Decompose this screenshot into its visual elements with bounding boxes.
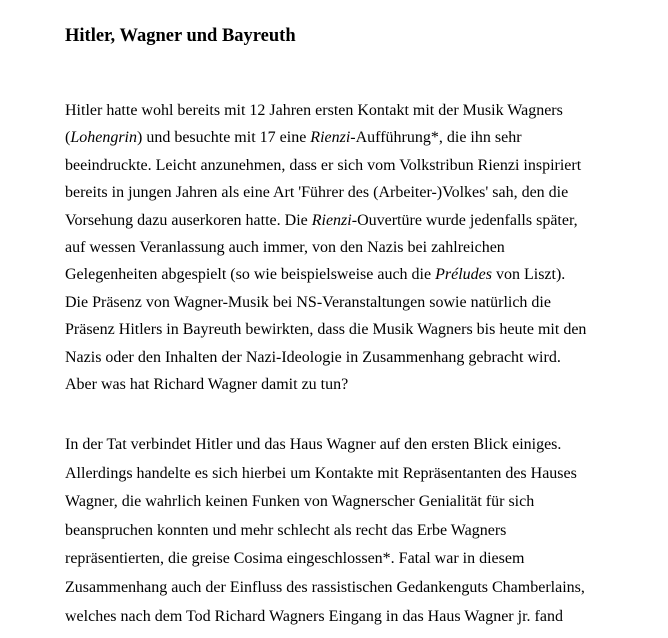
text-line: [65, 603, 655, 632]
text-run: auf wessen Veranlassung auch immer, von den Nazis bei zahlreichen: [65, 239, 505, 257]
text-run: beeindruckte. Leicht anzunehmen, dass er sich vom Volkstribun Rienzi inspiriert: [65, 156, 582, 174]
text-run: (: [65, 129, 71, 147]
document-title: Hitler, Wagner und Bayreuth: [65, 26, 296, 46]
text-line: [65, 371, 655, 398]
text-line: [65, 179, 655, 206]
text-run: welches nach dem Tod Richard Wagners Eingang in das Haus Wagner jr. fand: [65, 607, 563, 625]
text-line: [65, 234, 655, 261]
text-line: [65, 574, 655, 603]
paragraph-2: [65, 431, 655, 631]
text-run: Nazis oder den Inhalten der Nazi-Ideologie in Zusammenhang gebracht wird.: [65, 348, 561, 366]
italic-title: Rienzi: [310, 129, 351, 147]
text-run: In der Tat verbindet Hitler und das Haus Wagner auf den ersten Blick einiges.: [65, 436, 562, 453]
italic-title: Préludes: [435, 266, 492, 284]
paragraph-1: [65, 97, 655, 398]
text-line: [65, 344, 655, 371]
text-run: repräsentierten, die greise Cosima eingeschlossen*. Fatal war in diesem: [65, 550, 525, 568]
italic-title: Lohengrin: [70, 129, 137, 147]
text-run: -Aufführung*, die ihn sehr: [350, 129, 522, 147]
text-run: Präsenz Hitlers in Bayreuth bewirkten, dass die Musik Wagners bis heute mit den: [65, 321, 587, 339]
text-run: ) und besuchte mit 17 eine: [137, 129, 311, 147]
text-line: [65, 517, 655, 546]
text-line: [65, 261, 655, 288]
text-run: beanspruchen konnten und mehr schlecht als recht das Erbe Wagners: [65, 521, 507, 539]
text-run: Allerdings handelte es sich hierbei um Kontakte mit Repräsentanten des Hauses: [65, 464, 577, 482]
text-run: Die Präsenz von Wagner-Musik bei NS-Veranstaltungen sowie natürlich die: [65, 293, 551, 311]
text-line: [65, 97, 655, 124]
text-line: [65, 316, 655, 343]
italic-title: Rienzi: [311, 211, 352, 229]
text-line: [65, 152, 655, 179]
text-run: bereits in jungen Jahren als eine Art 'Führer des (Arbeiter-)Volkes' sah, den die: [65, 184, 569, 202]
text-run: Wagner, die wahrlich keinen Funken von Wagnerscher Genialität für sich: [65, 493, 535, 511]
text-run: Vorsehung dazu auserkoren hatte. Die: [65, 211, 312, 229]
text-run: Aber was hat Richard Wagner damit zu tun?: [65, 376, 349, 394]
text-run: Hitler hatte wohl bereits mit 12 Jahren ersten Kontakt mit der Musik Wagners: [65, 102, 563, 119]
text-line: [65, 207, 655, 234]
text-line: [65, 545, 655, 574]
text-line: [65, 124, 655, 151]
text-line: [65, 431, 655, 460]
text-run: Zusammenhang auch der Einfluss des rassistischen Gedankenguts Chamberlains,: [65, 578, 585, 596]
text-run: von Liszt).: [491, 266, 566, 284]
text-line: [65, 488, 655, 517]
text-run: -Ouvertüre wurde jedenfalls später,: [351, 211, 578, 229]
text-line: [65, 460, 655, 489]
text-run: Gelegenheiten abgespielt (so wie beispielsweise auch die: [65, 266, 436, 284]
text-line: [65, 289, 655, 316]
